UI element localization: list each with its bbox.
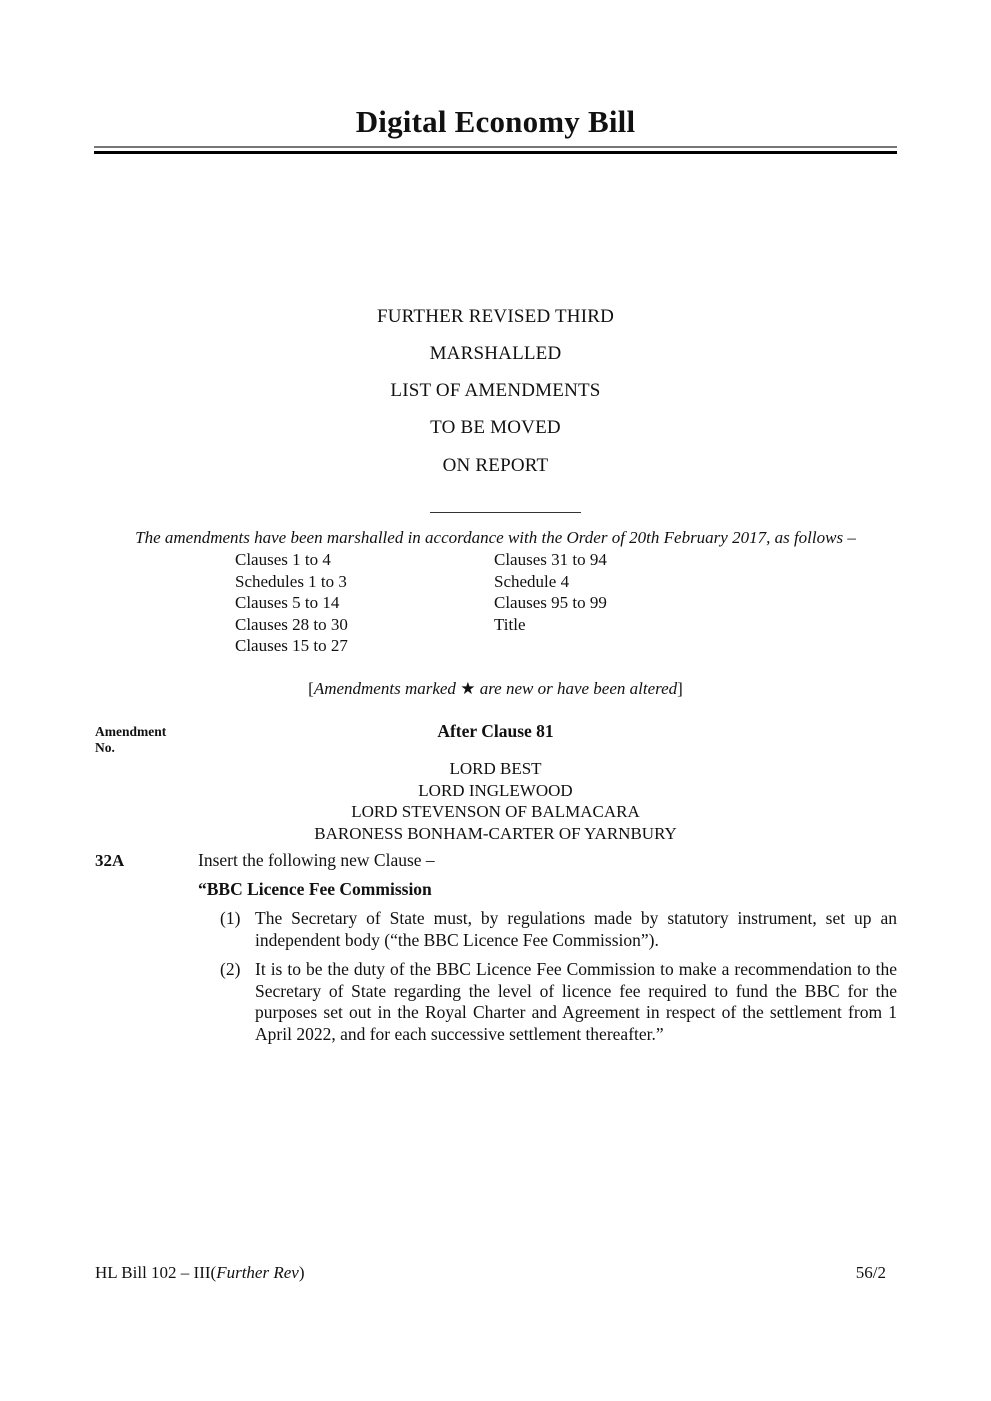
schedule-item: Clauses 15 to 27 <box>235 636 348 656</box>
title-rule-thin <box>94 146 897 148</box>
footer-bill-reference <box>95 1263 304 1283</box>
page-number: 56/2 <box>855 1263 886 1282</box>
sponsor: LORD STEVENSON OF BALMACARA <box>351 802 640 822</box>
schedule-item: Title <box>494 614 526 634</box>
schedule-item: Schedule 4 <box>494 571 570 591</box>
amendment-number: 32A <box>95 851 125 870</box>
label-line-2: No. <box>95 740 115 755</box>
star-icon: ★ <box>460 679 476 698</box>
bill-ref-open: ( <box>210 1263 217 1282</box>
schedule-order-right <box>494 549 607 635</box>
sponsor: BARONESS BONHAM-CARTER OF YARNBURY <box>314 823 677 843</box>
heading-line-3: LIST OF AMENDMENTS <box>390 380 601 401</box>
amendments-note <box>0 679 991 699</box>
section-heading: After Clause 81 <box>437 721 554 741</box>
paragraph-text: It is to be the duty of the BBC Licence Fee Commission to make a recommendation to the Secretary of State regarding the level of licence fee required to fund the BBC for the purposes set out in the Royal Charter and Agreement in respect of the settlement from 1 April 2022, and for each successive settlement thereafter.” <box>255 959 897 1044</box>
sponsor-list <box>0 758 991 844</box>
bill-ref-revision: Further Rev <box>216 1263 299 1282</box>
sponsor: LORD BEST <box>449 759 542 778</box>
new-clause-title: “BBC Licence Fee Commission <box>198 879 432 899</box>
note-text-before: Amendments marked <box>313 679 461 698</box>
amendment-instruction: Insert the following new Clause – <box>198 850 435 870</box>
label-line-1: Amendment <box>95 724 167 739</box>
marshalling-intro: The amendments have been marshalled in accordance with the Order of 20th February 2017, as follows – <box>135 528 856 547</box>
schedule-item: Clauses 5 to 14 <box>235 593 340 613</box>
note-open-bracket: [ <box>308 679 314 698</box>
heading-line-5: ON REPORT <box>442 455 549 476</box>
paragraph-text: The Secretary of State must, by regulations made by statutory instrument, set up an independent body (“the BBC Licence Fee Commission”). <box>255 908 897 950</box>
sponsor: LORD INGLEWOOD <box>418 780 573 800</box>
schedule-item: Clauses 95 to 99 <box>494 593 607 613</box>
paragraph-number: (2) <box>220 959 241 979</box>
document-title: Digital Economy Bill <box>355 104 636 139</box>
note-text-after: are new or have been altered <box>475 679 678 698</box>
schedule-item: Clauses 28 to 30 <box>235 614 348 634</box>
title-rule-thick <box>94 151 897 154</box>
paragraph-number: (1) <box>220 908 241 928</box>
note-close-bracket: ] <box>677 679 683 698</box>
clause-paragraph-2 <box>220 959 897 1045</box>
heading-line-1: FURTHER REVISED THIRD <box>376 306 615 327</box>
heading-line-4: TO BE MOVED <box>430 417 561 438</box>
schedule-item: Schedules 1 to 3 <box>235 571 347 591</box>
schedule-item: Clauses 1 to 4 <box>235 550 331 569</box>
schedule-order-left <box>235 549 348 657</box>
heading-line-2: MARSHALLED <box>429 343 562 364</box>
section-divider <box>430 512 581 513</box>
clause-paragraph-1 <box>220 908 897 951</box>
bill-ref-close: ) <box>298 1263 305 1282</box>
schedule-item: Clauses 31 to 94 <box>494 550 607 569</box>
bill-ref: HL Bill 102 – III <box>95 1263 211 1282</box>
